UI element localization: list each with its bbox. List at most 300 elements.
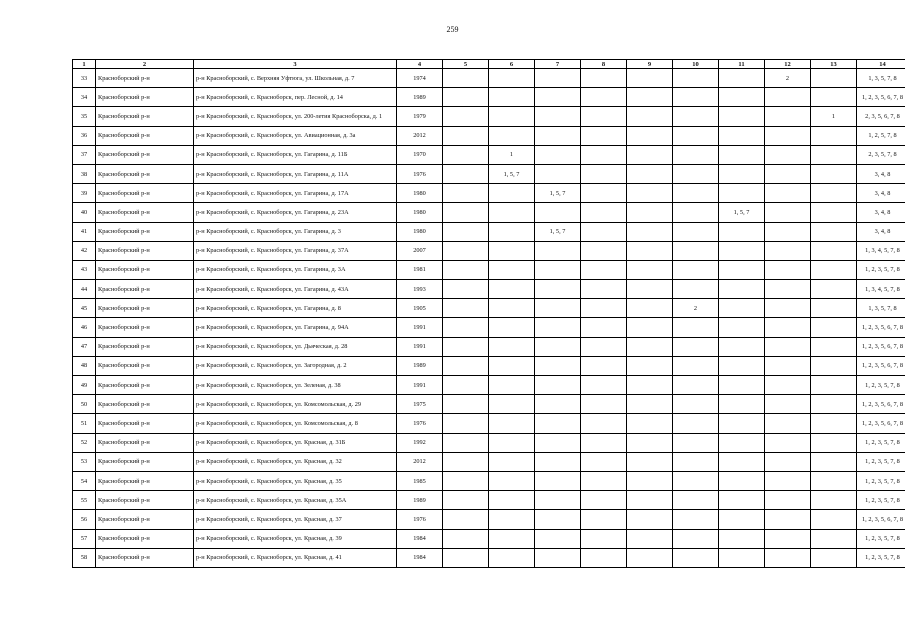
- col-10-cell: 2: [673, 299, 719, 318]
- col-5-cell: [443, 88, 489, 107]
- col-13-cell: [811, 318, 857, 337]
- col-13-cell: [811, 548, 857, 567]
- column-header-2: 2: [96, 60, 194, 69]
- col-8-cell: [581, 299, 627, 318]
- address-cell: р-н Красноборский, с. Красноборск, ул. Комсомольская, д. 29: [194, 395, 397, 414]
- col-11-cell: [719, 260, 765, 279]
- col-12-cell: [765, 529, 811, 548]
- col-8-cell: [581, 318, 627, 337]
- col-13-cell: [811, 414, 857, 433]
- col-6-cell: [489, 548, 535, 567]
- year-cell: 1975: [397, 395, 443, 414]
- col-11-cell: [719, 145, 765, 164]
- col-14-cell: 3, 4, 8: [857, 203, 905, 222]
- col-14-cell: 1, 2, 3, 5, 7, 8: [857, 452, 905, 471]
- col-6-cell: [489, 471, 535, 490]
- col-11-cell: [719, 529, 765, 548]
- address-cell: р-н Красноборский, с. Красноборск, ул. 200-летия Красноборска, д. 1: [194, 107, 397, 126]
- row-number-cell: 55: [73, 491, 96, 510]
- header-row: [73, 60, 905, 69]
- col-10-cell: [673, 145, 719, 164]
- col-8-cell: [581, 184, 627, 203]
- row-number-cell: 57: [73, 529, 96, 548]
- col-9-cell: [627, 164, 673, 183]
- col-11-cell: [719, 414, 765, 433]
- district-cell: Красноборский р-н: [96, 164, 194, 183]
- district-cell: Красноборский р-н: [96, 548, 194, 567]
- col-8-cell: [581, 145, 627, 164]
- col-6-cell: [489, 260, 535, 279]
- col-9-cell: [627, 280, 673, 299]
- col-13-cell: [811, 184, 857, 203]
- col-5-cell: [443, 356, 489, 375]
- table-row: [73, 529, 905, 548]
- col-12-cell: [765, 337, 811, 356]
- col-13-cell: [811, 452, 857, 471]
- year-cell: 1991: [397, 318, 443, 337]
- col-10-cell: [673, 395, 719, 414]
- col-12-cell: 2: [765, 69, 811, 88]
- row-number-cell: 54: [73, 471, 96, 490]
- col-9-cell: [627, 414, 673, 433]
- col-14-cell: 3, 4, 8: [857, 222, 905, 241]
- year-cell: 1992: [397, 433, 443, 452]
- col-12-cell: [765, 491, 811, 510]
- year-cell: 1984: [397, 548, 443, 567]
- col-10-cell: [673, 529, 719, 548]
- col-14-cell: 1, 2, 5, 7, 8: [857, 126, 905, 145]
- col-13-cell: [811, 280, 857, 299]
- col-13-cell: [811, 299, 857, 318]
- row-number-cell: 33: [73, 69, 96, 88]
- col-7-cell: [535, 260, 581, 279]
- col-7-cell: 1, 5, 7: [535, 222, 581, 241]
- col-14-cell: 1, 2, 3, 5, 6, 7, 8: [857, 318, 905, 337]
- col-12-cell: [765, 548, 811, 567]
- col-9-cell: [627, 203, 673, 222]
- col-11-cell: [719, 395, 765, 414]
- page-number: 259: [446, 25, 459, 34]
- col-9-cell: [627, 356, 673, 375]
- col-13-cell: [811, 88, 857, 107]
- table-body: [73, 69, 905, 568]
- col-7-cell: 1, 5, 7: [535, 184, 581, 203]
- col-6-cell: [489, 280, 535, 299]
- register-table: [72, 59, 905, 568]
- row-number-cell: 41: [73, 222, 96, 241]
- col-14-cell: 2, 3, 5, 7, 8: [857, 145, 905, 164]
- col-9-cell: [627, 471, 673, 490]
- column-header-10: 10: [673, 60, 719, 69]
- col-8-cell: [581, 164, 627, 183]
- col-9-cell: [627, 510, 673, 529]
- table-row: [73, 299, 905, 318]
- col-12-cell: [765, 260, 811, 279]
- col-13-cell: [811, 529, 857, 548]
- col-9-cell: [627, 88, 673, 107]
- address-cell: р-н Красноборский, с. Красноборск, ул. Дьяческая, д. 28: [194, 337, 397, 356]
- col-6-cell: [489, 529, 535, 548]
- col-8-cell: [581, 356, 627, 375]
- address-cell: р-н Красноборский, с. Красноборск, ул. Красная, д. 35: [194, 471, 397, 490]
- col-12-cell: [765, 356, 811, 375]
- col-9-cell: [627, 433, 673, 452]
- col-7-cell: [535, 510, 581, 529]
- col-7-cell: [535, 88, 581, 107]
- col-11-cell: [719, 376, 765, 395]
- col-11-cell: [719, 222, 765, 241]
- col-8-cell: [581, 260, 627, 279]
- col-9-cell: [627, 184, 673, 203]
- col-12-cell: [765, 88, 811, 107]
- col-14-cell: 1, 2, 3, 5, 7, 8: [857, 471, 905, 490]
- col-10-cell: [673, 510, 719, 529]
- col-8-cell: [581, 433, 627, 452]
- year-cell: 1974: [397, 69, 443, 88]
- col-5-cell: [443, 471, 489, 490]
- column-header-13: 13: [811, 60, 857, 69]
- year-cell: 1993: [397, 280, 443, 299]
- col-9-cell: [627, 145, 673, 164]
- col-10-cell: [673, 126, 719, 145]
- address-cell: р-н Красноборский, с. Верхняя Уфтюга, ул. Школьная, д. 7: [194, 69, 397, 88]
- col-7-cell: [535, 145, 581, 164]
- col-10-cell: [673, 280, 719, 299]
- col-5-cell: [443, 548, 489, 567]
- col-9-cell: [627, 69, 673, 88]
- column-header-4: 4: [397, 60, 443, 69]
- col-5-cell: [443, 184, 489, 203]
- row-number-cell: 51: [73, 414, 96, 433]
- table-row: [73, 395, 905, 414]
- col-6-cell: [489, 433, 535, 452]
- district-cell: Красноборский р-н: [96, 107, 194, 126]
- col-5-cell: [443, 376, 489, 395]
- col-12-cell: [765, 395, 811, 414]
- col-13-cell: [811, 222, 857, 241]
- col-8-cell: [581, 491, 627, 510]
- address-cell: р-н Красноборский, с. Красноборск, ул. Зеленая, д. 38: [194, 376, 397, 395]
- year-cell: 1976: [397, 414, 443, 433]
- col-6-cell: [489, 241, 535, 260]
- col-14-cell: 3, 4, 8: [857, 164, 905, 183]
- col-10-cell: [673, 376, 719, 395]
- district-cell: Красноборский р-н: [96, 299, 194, 318]
- table-row: [73, 510, 905, 529]
- row-number-cell: 46: [73, 318, 96, 337]
- col-5-cell: [443, 280, 489, 299]
- col-7-cell: [535, 376, 581, 395]
- col-13-cell: [811, 337, 857, 356]
- col-6-cell: 1: [489, 145, 535, 164]
- table-row: [73, 222, 905, 241]
- col-7-cell: [535, 69, 581, 88]
- col-5-cell: [443, 395, 489, 414]
- col-5-cell: [443, 203, 489, 222]
- col-6-cell: [489, 126, 535, 145]
- col-5-cell: [443, 126, 489, 145]
- col-7-cell: [535, 126, 581, 145]
- column-header-8: 8: [581, 60, 627, 69]
- address-cell: р-н Красноборский, с. Красноборск, ул. Гагарина, д. 11А: [194, 164, 397, 183]
- col-13-cell: [811, 491, 857, 510]
- col-14-cell: 1, 2, 3, 5, 7, 8: [857, 529, 905, 548]
- col-5-cell: [443, 318, 489, 337]
- col-7-cell: [535, 471, 581, 490]
- column-header-12: 12: [765, 60, 811, 69]
- col-7-cell: [535, 395, 581, 414]
- col-11-cell: [719, 471, 765, 490]
- col-14-cell: 1, 2, 3, 5, 7, 8: [857, 548, 905, 567]
- col-7-cell: [535, 548, 581, 567]
- table-row: [73, 471, 905, 490]
- col-10-cell: [673, 69, 719, 88]
- col-12-cell: [765, 126, 811, 145]
- table-row: [73, 88, 905, 107]
- row-number-cell: 42: [73, 241, 96, 260]
- col-8-cell: [581, 126, 627, 145]
- col-8-cell: [581, 241, 627, 260]
- col-11-cell: 1, 5, 7: [719, 203, 765, 222]
- col-14-cell: 1, 3, 4, 5, 7, 8: [857, 280, 905, 299]
- address-cell: р-н Красноборский, с. Красноборск, ул. Гагарина, д. 94А: [194, 318, 397, 337]
- col-6-cell: [489, 88, 535, 107]
- address-cell: р-н Красноборский, с. Красноборск, ул. Гагарина, д. 3А: [194, 260, 397, 279]
- col-9-cell: [627, 376, 673, 395]
- col-12-cell: [765, 222, 811, 241]
- year-cell: 1981: [397, 260, 443, 279]
- col-8-cell: [581, 548, 627, 567]
- row-number-cell: 52: [73, 433, 96, 452]
- district-cell: Красноборский р-н: [96, 510, 194, 529]
- col-9-cell: [627, 548, 673, 567]
- table-row: [73, 260, 905, 279]
- table-row: [73, 107, 905, 126]
- col-5-cell: [443, 164, 489, 183]
- col-9-cell: [627, 452, 673, 471]
- col-8-cell: [581, 414, 627, 433]
- col-11-cell: [719, 548, 765, 567]
- year-cell: 1980: [397, 222, 443, 241]
- col-11-cell: [719, 318, 765, 337]
- district-cell: Красноборский р-н: [96, 184, 194, 203]
- row-number-cell: 49: [73, 376, 96, 395]
- col-9-cell: [627, 222, 673, 241]
- col-8-cell: [581, 471, 627, 490]
- year-cell: 1979: [397, 107, 443, 126]
- district-cell: Красноборский р-н: [96, 337, 194, 356]
- table-row: [73, 337, 905, 356]
- district-cell: Красноборский р-н: [96, 491, 194, 510]
- col-6-cell: [489, 299, 535, 318]
- col-11-cell: [719, 69, 765, 88]
- col-10-cell: [673, 337, 719, 356]
- col-10-cell: [673, 107, 719, 126]
- col-12-cell: [765, 299, 811, 318]
- col-10-cell: [673, 318, 719, 337]
- year-cell: 1991: [397, 337, 443, 356]
- col-13-cell: [811, 356, 857, 375]
- table-row: [73, 356, 905, 375]
- table-row: [73, 126, 905, 145]
- col-12-cell: [765, 164, 811, 183]
- col-10-cell: [673, 548, 719, 567]
- year-cell: 1985: [397, 471, 443, 490]
- address-cell: р-н Красноборский, с. Красноборск, ул. Красная, д. 32: [194, 452, 397, 471]
- col-6-cell: [489, 184, 535, 203]
- col-11-cell: [719, 126, 765, 145]
- year-cell: 1980: [397, 203, 443, 222]
- year-cell: 1989: [397, 491, 443, 510]
- col-5-cell: [443, 510, 489, 529]
- col-11-cell: [719, 241, 765, 260]
- col-14-cell: 1, 2, 3, 5, 7, 8: [857, 433, 905, 452]
- address-cell: р-н Красноборский, с. Красноборск, ул. Комсомольская, д. 8: [194, 414, 397, 433]
- address-cell: р-н Красноборский, с. Красноборск, ул. Гагарина, д. 23А: [194, 203, 397, 222]
- col-13-cell: [811, 260, 857, 279]
- col-11-cell: [719, 88, 765, 107]
- col-5-cell: [443, 414, 489, 433]
- col-8-cell: [581, 203, 627, 222]
- col-5-cell: [443, 452, 489, 471]
- col-8-cell: [581, 222, 627, 241]
- col-11-cell: [719, 510, 765, 529]
- col-8-cell: [581, 88, 627, 107]
- row-number-cell: 39: [73, 184, 96, 203]
- row-number-cell: 53: [73, 452, 96, 471]
- col-10-cell: [673, 260, 719, 279]
- col-9-cell: [627, 529, 673, 548]
- district-cell: Красноборский р-н: [96, 452, 194, 471]
- col-10-cell: [673, 491, 719, 510]
- row-number-cell: 44: [73, 280, 96, 299]
- address-cell: р-н Красноборский, с. Красноборск, ул. Гагарина, д. 8: [194, 299, 397, 318]
- col-7-cell: [535, 414, 581, 433]
- col-12-cell: [765, 452, 811, 471]
- col-10-cell: [673, 203, 719, 222]
- table-row: [73, 376, 905, 395]
- col-11-cell: [719, 184, 765, 203]
- col-5-cell: [443, 337, 489, 356]
- row-number-cell: 43: [73, 260, 96, 279]
- col-5-cell: [443, 69, 489, 88]
- year-cell: 1991: [397, 376, 443, 395]
- address-cell: р-н Красноборский, с. Красноборск, ул. Красная, д. 37: [194, 510, 397, 529]
- district-cell: Красноборский р-н: [96, 529, 194, 548]
- col-6-cell: [489, 510, 535, 529]
- col-7-cell: [535, 280, 581, 299]
- col-14-cell: 1, 2, 3, 5, 6, 7, 8: [857, 337, 905, 356]
- col-11-cell: [719, 491, 765, 510]
- table-row: [73, 184, 905, 203]
- col-10-cell: [673, 433, 719, 452]
- row-number-cell: 34: [73, 88, 96, 107]
- col-12-cell: [765, 241, 811, 260]
- col-10-cell: [673, 356, 719, 375]
- district-cell: Красноборский р-н: [96, 222, 194, 241]
- col-12-cell: [765, 184, 811, 203]
- col-12-cell: [765, 280, 811, 299]
- district-cell: Красноборский р-н: [96, 203, 194, 222]
- col-11-cell: [719, 452, 765, 471]
- column-header-6: 6: [489, 60, 535, 69]
- year-cell: 1980: [397, 184, 443, 203]
- year-cell: 1970: [397, 145, 443, 164]
- district-cell: Красноборский р-н: [96, 280, 194, 299]
- address-cell: р-н Красноборский, с. Красноборск, ул. Красная, д. 35А: [194, 491, 397, 510]
- col-7-cell: [535, 491, 581, 510]
- col-7-cell: [535, 164, 581, 183]
- table-row: [73, 433, 905, 452]
- col-12-cell: [765, 433, 811, 452]
- col-6-cell: [489, 203, 535, 222]
- col-9-cell: [627, 337, 673, 356]
- col-14-cell: 1, 2, 3, 5, 6, 7, 8: [857, 510, 905, 529]
- address-cell: р-н Красноборский, с. Красноборск, ул. Гагарина, д. 37А: [194, 241, 397, 260]
- column-header-1: 1: [73, 60, 96, 69]
- col-14-cell: 2, 3, 5, 6, 7, 8: [857, 107, 905, 126]
- year-cell: 1989: [397, 88, 443, 107]
- column-header-11: 11: [719, 60, 765, 69]
- col-7-cell: [535, 107, 581, 126]
- col-7-cell: [535, 241, 581, 260]
- year-cell: 2012: [397, 126, 443, 145]
- year-cell: 1989: [397, 356, 443, 375]
- col-7-cell: [535, 452, 581, 471]
- col-13-cell: 1: [811, 107, 857, 126]
- col-8-cell: [581, 395, 627, 414]
- col-7-cell: [535, 356, 581, 375]
- col-13-cell: [811, 241, 857, 260]
- district-cell: Красноборский р-н: [96, 69, 194, 88]
- col-12-cell: [765, 376, 811, 395]
- row-number-cell: 58: [73, 548, 96, 567]
- row-number-cell: 36: [73, 126, 96, 145]
- address-cell: р-н Красноборский, с. Красноборск, ул. Красная, д. 41: [194, 548, 397, 567]
- district-cell: Красноборский р-н: [96, 395, 194, 414]
- col-7-cell: [535, 299, 581, 318]
- col-8-cell: [581, 510, 627, 529]
- col-12-cell: [765, 414, 811, 433]
- row-number-cell: 35: [73, 107, 96, 126]
- table-row: [73, 69, 905, 88]
- address-cell: р-н Красноборский, с. Красноборск, ул. Гагарина, д. 43А: [194, 280, 397, 299]
- col-13-cell: [811, 69, 857, 88]
- col-10-cell: [673, 184, 719, 203]
- address-cell: р-н Красноборский, с. Красноборск, ул. Красная, д. 31Б: [194, 433, 397, 452]
- col-14-cell: 1, 2, 3, 5, 6, 7, 8: [857, 395, 905, 414]
- col-5-cell: [443, 299, 489, 318]
- col-13-cell: [811, 203, 857, 222]
- table-row: [73, 414, 905, 433]
- col-6-cell: [489, 107, 535, 126]
- col-8-cell: [581, 69, 627, 88]
- table-row: [73, 548, 905, 567]
- col-13-cell: [811, 510, 857, 529]
- col-5-cell: [443, 529, 489, 548]
- address-cell: р-н Красноборский, с. Красноборск, пер. Лесной, д. 14: [194, 88, 397, 107]
- address-cell: р-н Красноборский, с. Красноборск, ул. Гагарина, д. 11Б: [194, 145, 397, 164]
- year-cell: 1976: [397, 510, 443, 529]
- row-number-cell: 40: [73, 203, 96, 222]
- year-cell: 1976: [397, 164, 443, 183]
- col-6-cell: [489, 222, 535, 241]
- col-14-cell: 1, 3, 5, 7, 8: [857, 299, 905, 318]
- district-cell: Красноборский р-н: [96, 126, 194, 145]
- table-row: [73, 318, 905, 337]
- row-number-cell: 50: [73, 395, 96, 414]
- table-row: [73, 241, 905, 260]
